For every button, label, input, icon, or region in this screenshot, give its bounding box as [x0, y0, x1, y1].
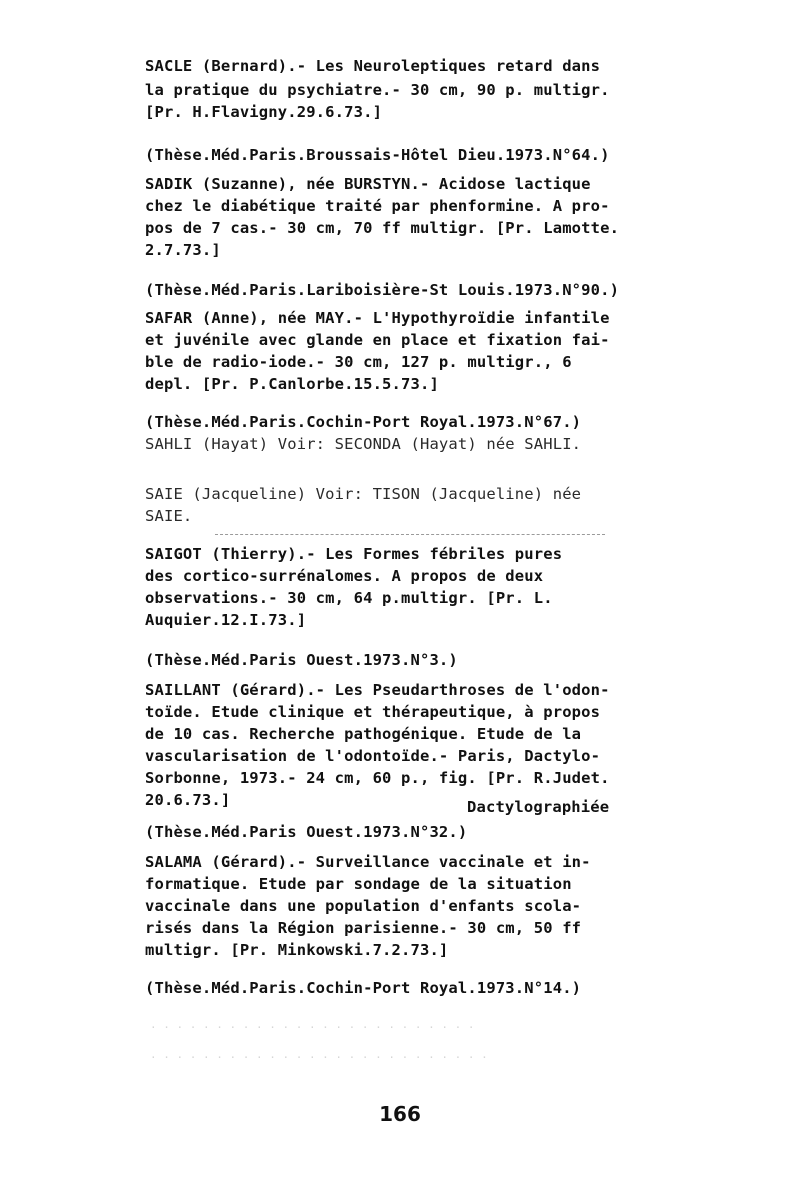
cross-reference-line: SAIE. — [145, 507, 193, 525]
entry-line: vaccinale dans une population d'enfants scola- — [145, 897, 582, 915]
entry-line: Sorbonne, 1973.- 24 cm, 60 p., fig. [Pr. R.Judet. — [145, 769, 610, 787]
cross-reference-line: SAHLI (Hayat) Voir: SECONDA (Hayat) née SAHLI. — [145, 435, 582, 453]
entry-line: SAIGOT (Thierry).- Les Formes fébriles pures — [145, 545, 563, 563]
dactylographiee-annotation: Dactylographiée — [467, 798, 610, 816]
entry-line: risés dans la Région parisienne.- 30 cm, 50 ff — [145, 919, 582, 937]
show-through-smudge: . . . . . . . . . . . . . . . . . . . . . . . . . . — [150, 1048, 488, 1061]
entry-line: pos de 7 cas.- 30 cm, 70 ff multigr. [Pr. Lamotte. — [145, 219, 620, 237]
separator-rule — [215, 534, 605, 535]
cross-reference-line: SAIE (Jacqueline) Voir: TISON (Jacqueline) née — [145, 485, 582, 503]
entry-line: [Pr. H.Flavigny.29.6.73.] — [145, 103, 383, 121]
page-number: 166 — [379, 1102, 421, 1126]
thesis-note: (Thèse.Méd.Paris.Cochin-Port Royal.1973.N°67.) — [145, 413, 582, 431]
entry-line: formatique. Etude par sondage de la situation — [145, 875, 572, 893]
entry-line: SADIK (Suzanne), née BURSTYN.- Acidose lactique — [145, 175, 591, 193]
entry-line: 20.6.73.] — [145, 791, 231, 809]
entry-line: toïde. Etude clinique et thérapeutique, à propos — [145, 703, 601, 721]
entry-line: ble de radio-iode.- 30 cm, 127 p. multigr., 6 — [145, 353, 572, 371]
entry-line: de 10 cas. Recherche pathogénique. Etude de la — [145, 725, 582, 743]
thesis-note: (Thèse.Méd.Paris Ouest.1973.N°32.) — [145, 823, 468, 841]
thesis-note: (Thèse.Méd.Paris Ouest.1973.N°3.) — [145, 651, 458, 669]
entry-line: depl. [Pr. P.Canlorbe.15.5.73.] — [145, 375, 439, 393]
entry-line: et juvénile avec glande en place et fixation fai- — [145, 331, 610, 349]
entry-line: SALAMA (Gérard).- Surveillance vaccinale et in- — [145, 853, 591, 871]
entry-line: des cortico-surrénalomes. A propos de deux — [145, 567, 544, 585]
entry-line: observations.- 30 cm, 64 p.multigr. [Pr. L. — [145, 589, 553, 607]
thesis-note: (Thèse.Méd.Paris.Lariboisière-St Louis.1973.N°90.) — [145, 281, 620, 299]
thesis-note: (Thèse.Méd.Paris.Broussais-Hôtel Dieu.1973.N°64.) — [145, 146, 610, 164]
entry-line: multigr. [Pr. Minkowski.7.2.73.] — [145, 941, 449, 959]
entry-line: SAILLANT (Gérard).- Les Pseudarthroses de l'odon- — [145, 681, 610, 699]
entry-line: SACLE (Bernard).- Les Neuroleptiques retard dans — [145, 57, 601, 75]
entry-line: la pratique du psychiatre.- 30 cm, 90 p. multigr. — [145, 81, 610, 99]
entry-line: 2.7.73.] — [145, 241, 221, 259]
entry-line: vascularisation de l'odontoïde.- Paris, Dactylo- — [145, 747, 601, 765]
entry-line: Auquier.12.I.73.] — [145, 611, 307, 629]
show-through-smudge: . . . . . . . . . . . . . . . . . . . . . . . . . — [150, 1018, 475, 1031]
entry-line: chez le diabétique traité par phenformine. A pro- — [145, 197, 610, 215]
entry-line: SAFAR (Anne), née MAY.- L'Hypothyroïdie infantile — [145, 309, 610, 327]
thesis-note: (Thèse.Méd.Paris.Cochin-Port Royal.1973.N°14.) — [145, 979, 582, 997]
